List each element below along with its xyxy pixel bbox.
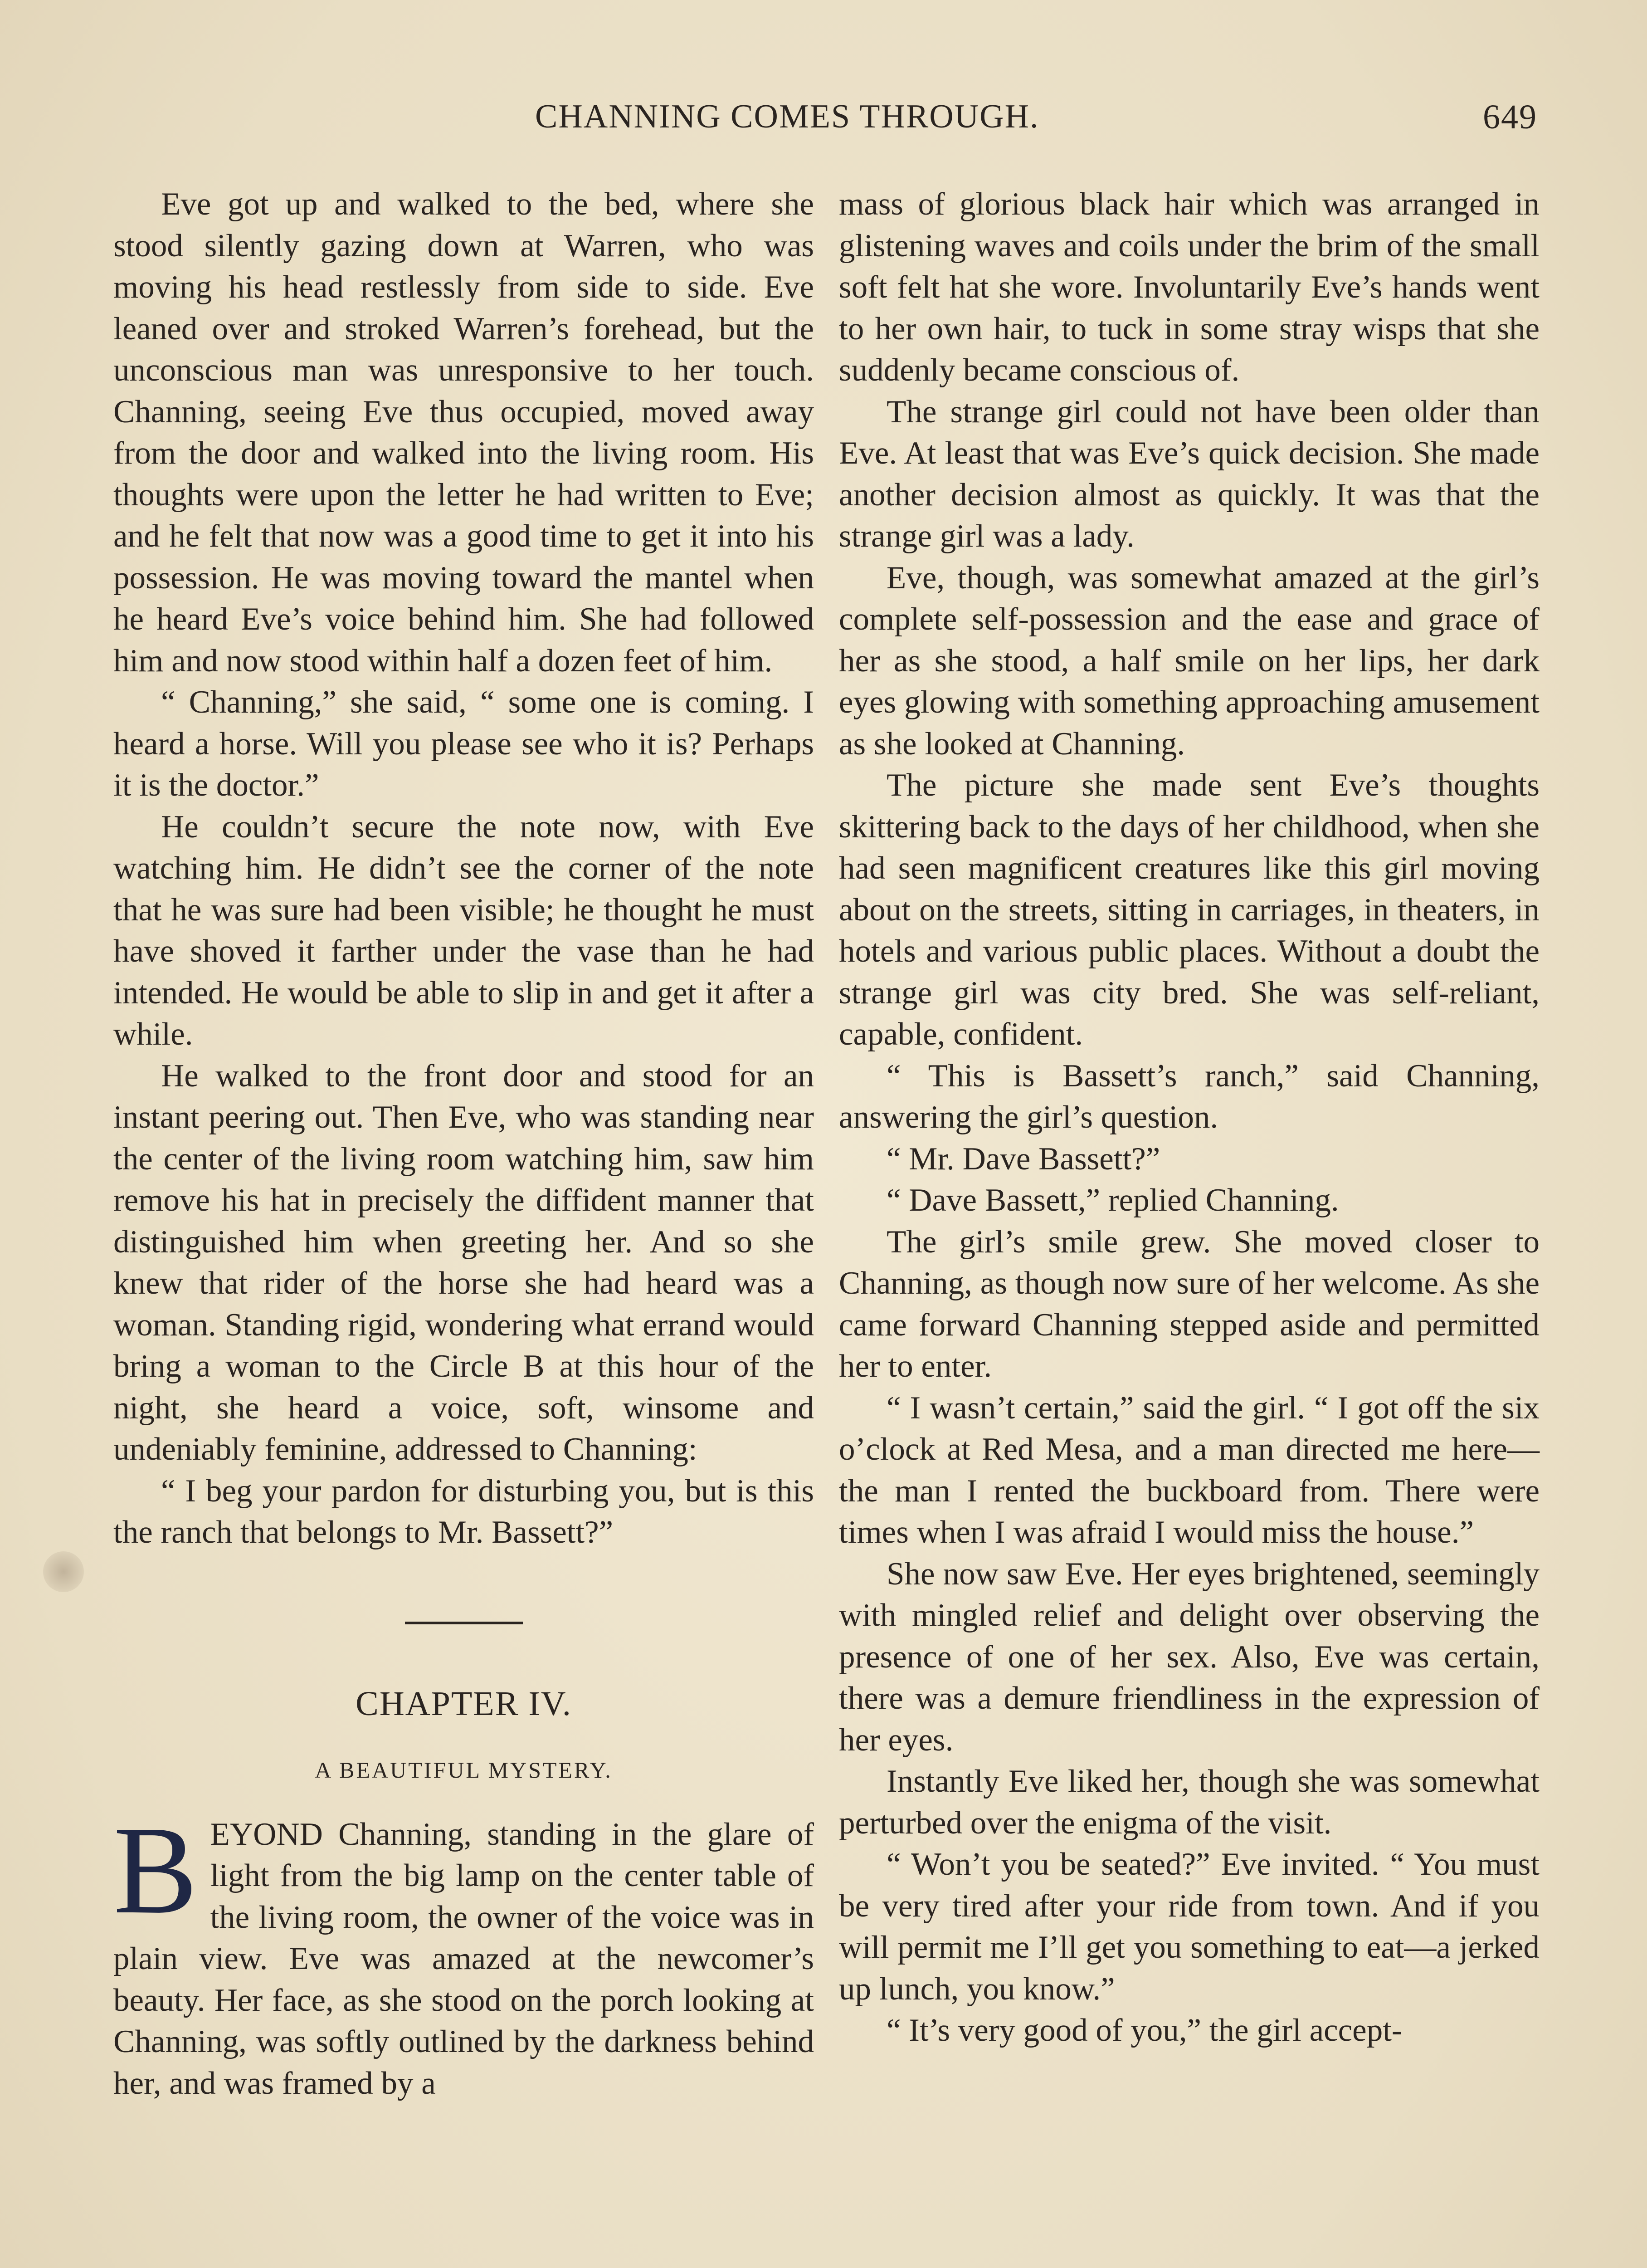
paragraph: “ Dave Bassett,” replied Channing. xyxy=(887,1183,1339,1218)
paragraph: mass of glorious black hair which was arranged in glistening waves and coils under the brim of the small soft felt hat she wore. Involuntarily Eve’s hands went to her own hair, to tuck in some stray wisps that she suddenly became conscious of. xyxy=(839,186,1540,388)
paragraph: “ I wasn’t certain,” said the girl. “ I got off the six o’clock at Red Mesa, and a man directed me here—the man I rented the buckboard from. There were times when I was afraid I would miss the house.” xyxy=(839,1390,1540,1550)
paragraph: “ Channing,” she said, “ some one is coming. I heard a horse. Will you please see who it is? Perhaps it is the doctor.” xyxy=(113,684,814,803)
page-number: 649 xyxy=(1483,98,1537,136)
chapter-opening-paragraph xyxy=(113,1800,814,2105)
chapter-opening-text: EYOND Channing, standing in the glare of light from the big lamp on the center table of the living room, the owner of the voice was in plain view. Eve was amazed at the newcomer’s beauty. Her face, as she stood on the porch looking at Channing, was softly outlined by the darkness behind her, and was framed by a xyxy=(113,1816,814,2101)
chapter-title: CHAPTER IV. xyxy=(356,1684,572,1723)
right-column xyxy=(839,184,1540,2052)
paper-stain xyxy=(43,1551,84,1592)
page-header xyxy=(113,98,1537,147)
paragraph: The picture she made sent Eve’s thoughts skittering back to the days of her childhood, when she had seen magnificent creatures like this girl moving about on the streets, sitting in carriages, in theaters, in hotels and various public places. Without a doubt the strange girl was city bred. She was self-reliant, capable, confident. xyxy=(839,767,1540,1052)
paragraph: “ Won’t you be seated?” Eve invited. “ You must be very tired after your ride from town. And if you will permit me I’ll get you something to eat—a jerked up lunch, you know.” xyxy=(839,1847,1540,2007)
chapter-subtitle: A BEAUTIFUL MYSTERY. xyxy=(315,1757,613,1783)
paragraph: “ I beg your pardon for disturbing you, but is this the ranch that belongs to Mr. Bassett?” xyxy=(113,1473,814,1550)
paragraph: He couldn’t secure the note now, with Eve watching him. He didn’t see the corner of the note that he was sure had been visible; he thought he must have shoved it farther under the vase than he had intended. He would be able to slip in and get it after a while. xyxy=(113,809,814,1052)
running-title: CHANNING COMES THROUGH. xyxy=(535,98,1039,135)
paragraph: “ It’s very good of you,” the girl accept- xyxy=(887,2013,1403,2048)
paragraph: She now saw Eve. Her eyes brightened, seemingly with mingled relief and delight over observing the presence of one of her sex. Also, Eve was certain, there was a demure friendliness in the expression of her eyes. xyxy=(839,1556,1540,1758)
drop-cap: B xyxy=(113,1800,198,1940)
paragraph: Eve, though, was somewhat amazed at the girl’s complete self-possession and the ease and grace of her as she stood, a half smile on her lips, her dark eyes glowing with something approaching amusement as she looked at Channing. xyxy=(839,560,1540,762)
paragraph: “ Mr. Dave Bassett?” xyxy=(887,1141,1160,1177)
paragraph: “ This is Bassett’s ranch,” said Channing, answering the girl’s question. xyxy=(839,1058,1540,1135)
paragraph: Eve got up and walked to the bed, where she stood silently gazing down at Warren, who was moving his head restlessly from side to side. Eve leaned over and stroked Warren’s forehead, but the unconscious man was unresponsive to her touch. Channing, seeing Eve thus occupied, moved away from the door and walked into the living room. His thoughts were upon the letter he had written to Eve; and he felt that now was a good time to get it into his possession. He was moving toward the mantel when he heard Eve’s voice behind him. She had followed him and now stood within half a dozen feet of him. xyxy=(113,186,814,679)
paragraph: The strange girl could not have been older than Eve. At least that was Eve’s quick decision. She made another decision almost as quickly. It was that the strange girl was a lady. xyxy=(839,394,1540,554)
left-column xyxy=(113,184,814,2104)
section-divider xyxy=(405,1622,523,1624)
paragraph: Instantly Eve liked her, though she was somewhat perturbed over the enigma of the visit. xyxy=(839,1764,1540,1841)
paragraph: He walked to the front door and stood for an instant peering out. Then Eve, who was standing near the center of the living room watching him, saw him remove his hat in precisely the diffident manner that distinguished him when greeting her. And so she knew that rider of the horse she had heard was a woman. Standing rigid, wondering what errand would bring a woman to the Circle B at this hour of the night, she heard a voice, soft, winsome and undeniably feminine, addressed to Channing: xyxy=(113,1058,814,1467)
paragraph: The girl’s smile grew. She moved closer to Channing, as though now sure of her welcome. As she came forward Channing stepped aside and permitted her to enter. xyxy=(839,1224,1540,1384)
